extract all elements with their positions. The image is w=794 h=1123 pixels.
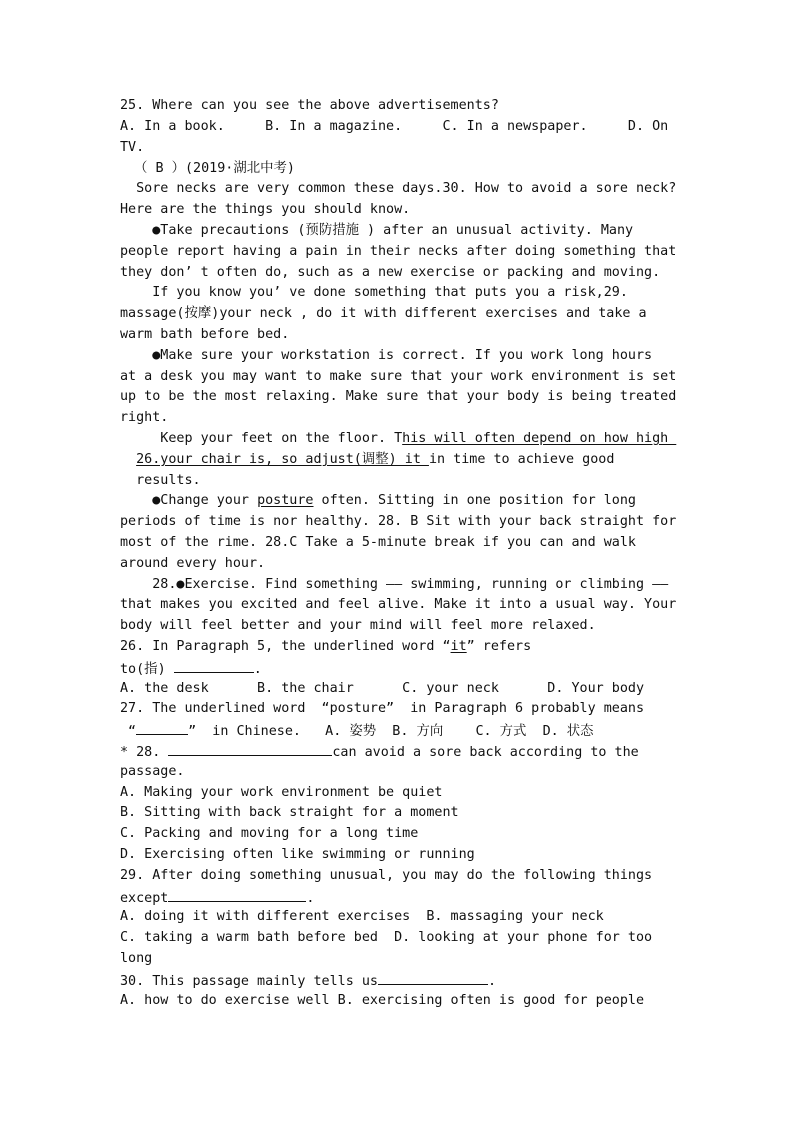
q28-question bbox=[120, 741, 639, 761]
underlined-sentence-cont: 26.your chair is, so adjust(调整) it bbox=[136, 452, 429, 467]
q28-question-cont: passage. bbox=[120, 764, 185, 779]
q25-options: A. In a book. B. In a magazine. C. In a newspaper. D. On bbox=[120, 119, 669, 134]
q29-text: except bbox=[120, 891, 169, 906]
q30-options-1: A. how to do exercise well B. exercising often is good for people bbox=[120, 993, 645, 1008]
passage-p2-line-2: massage(按摩)your neck , do it with different exercises and take a bbox=[120, 306, 647, 321]
q26-text: ” refers bbox=[466, 639, 532, 654]
passage-p3-line-4: right. bbox=[120, 410, 169, 425]
passage-p1-line-3: they don’ t often do, such as a new exercise or packing and moving. bbox=[120, 265, 661, 280]
passage-p5-line-1 bbox=[120, 491, 636, 511]
q28-text: * 28. bbox=[120, 745, 169, 760]
passage-p4-indent bbox=[120, 452, 136, 467]
underlined-word-posture: posture bbox=[257, 493, 314, 508]
passage-p4-line-1 bbox=[120, 429, 676, 449]
passage-p3-line-3: up to be the most relaxing. Make sure that your body is being treated bbox=[120, 389, 677, 404]
q26-question-cont bbox=[120, 658, 262, 678]
passage-p5-line-4: around every hour. bbox=[120, 556, 266, 571]
q30-text: . bbox=[487, 974, 497, 989]
q26-options: A. the desk B. the chair C. your neck D. Your body bbox=[120, 681, 645, 696]
passage-p1-line-2: people report having a pain in their necks after doing something that bbox=[120, 244, 677, 259]
q29-question-cont bbox=[120, 887, 314, 907]
section-b-header: （ B ）(2019·湖北中考) bbox=[134, 161, 295, 176]
q28-text: can avoid a sore back according to the bbox=[332, 745, 639, 760]
passage-p6-line-2: that makes you excited and feel alive. Make it into a usual way. Your bbox=[120, 597, 677, 612]
q27-answer-blank[interactable] bbox=[136, 720, 188, 735]
q28-option-c: C. Packing and moving for a long time bbox=[120, 826, 419, 841]
q29-question: 29. After doing something unusual, you may do the following things bbox=[120, 868, 653, 883]
q28-option-b: B. Sitting with back straight for a moment bbox=[120, 805, 459, 820]
q30-text: 30. This passage mainly tells us bbox=[120, 974, 378, 989]
underlined-sentence: his will often depend on how high bbox=[402, 431, 677, 446]
q28-answer-blank[interactable] bbox=[168, 741, 332, 756]
passage-p3-line-2: at a desk you may want to make sure that your work environment is set bbox=[120, 369, 677, 384]
q26-text: to(指) bbox=[120, 662, 174, 677]
passage-p6-line-3: body will feel better and your mind will feel more relaxed. bbox=[120, 618, 596, 633]
passage-p6-line-1: 28.●Exercise. Find something —— swimming, running or climbing —— bbox=[120, 577, 669, 592]
q26-text: . bbox=[253, 662, 262, 677]
q30-answer-blank[interactable] bbox=[378, 970, 488, 985]
q29-options-1: A. doing it with different exercises B. massaging your neck bbox=[120, 909, 604, 924]
q26-underlined-word: it bbox=[450, 639, 467, 654]
q27-question: 27. The underlined word “posture” in Paragraph 6 probably means bbox=[120, 701, 645, 716]
passage-p4-line-3: results. bbox=[120, 473, 201, 488]
passage-intro-line-2: Here are the things you should know. bbox=[120, 202, 411, 217]
q30-question bbox=[120, 970, 496, 990]
passage-intro-line-1: Sore necks are very common these days.30. How to avoid a sore neck? bbox=[120, 181, 677, 196]
q29-options-3: long bbox=[120, 951, 153, 966]
q27-text: “ bbox=[120, 724, 137, 739]
passage-p5-line-2: periods of time is nor healthy. 28. B Sit with your back straight for bbox=[120, 514, 677, 529]
q29-answer-blank[interactable] bbox=[168, 887, 306, 902]
q26-question bbox=[120, 637, 531, 657]
passage-p5-text: often. Sitting in one position for long bbox=[313, 493, 636, 508]
q26-text: 26. In Paragraph 5, the underlined word “ bbox=[120, 639, 451, 654]
q26-answer-blank[interactable] bbox=[174, 658, 254, 673]
passage-p2-line-1: If you know you’ ve done something that puts you a risk,29. bbox=[120, 285, 628, 300]
passage-p5-text: ●Change your bbox=[120, 493, 258, 508]
passage-p1-line-1: ●Take precautions (预防措施 ) after an unusual activity. Many bbox=[120, 223, 634, 238]
q29-options-2: C. taking a warm bath before bed D. looking at your phone for too bbox=[120, 930, 653, 945]
passage-p5-line-3: most of the rime. 28.C Take a 5-minute break if you can and walk bbox=[120, 535, 636, 550]
q29-text: . bbox=[306, 891, 315, 906]
q27-text: ” in Chinese. A. 姿势 B. 方向 C. 方式 D. 状态 bbox=[188, 724, 594, 739]
q27-question-cont bbox=[120, 720, 594, 740]
passage-p2-line-3: warm bath before bed. bbox=[120, 327, 290, 342]
passage-p4-text: Keep your feet on the floor. T bbox=[120, 431, 403, 446]
q25-options-cont: TV. bbox=[120, 140, 145, 155]
q25-question: 25. Where can you see the above advertisements? bbox=[120, 98, 499, 113]
passage-p3-line-1: ●Make sure your workstation is correct. If you work long hours bbox=[120, 348, 653, 363]
passage-p4-text: in time to achieve good bbox=[428, 452, 615, 467]
q28-option-d: D. Exercising often like swimming or running bbox=[120, 847, 475, 862]
q28-option-a: A. Making your work environment be quiet bbox=[120, 785, 443, 800]
passage-p4-line-2 bbox=[120, 450, 614, 470]
